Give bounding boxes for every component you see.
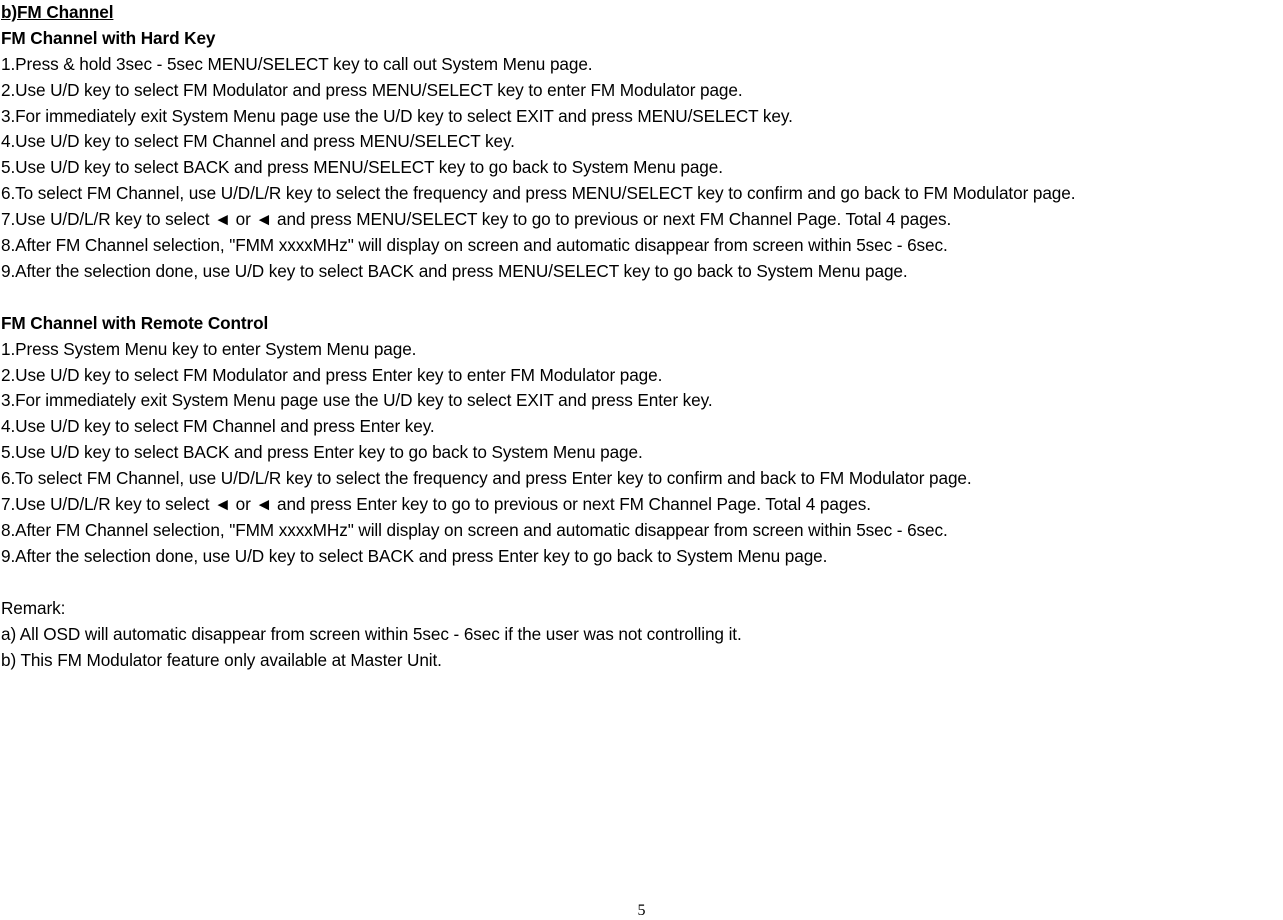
step-text: After FM Channel selection, "FMM xxxxMHz" will display on screen and automatic disappear from screen within 5sec - 6sec. bbox=[15, 235, 948, 256]
step-number: 8. bbox=[1, 519, 16, 540]
step-number: 6. bbox=[1, 468, 16, 489]
remote-step bbox=[1, 518, 1281, 544]
hard-key-step bbox=[1, 181, 1281, 207]
step-text: Use U/D key to select BACK and press MENU/SELECT key to go back to System Menu page. bbox=[15, 157, 723, 178]
step-number: 2. bbox=[1, 364, 16, 385]
step-text: Use U/D/L/R key to select ◄ or ◄ and press MENU/SELECT key to go to previous or next FM Channel Page. Total 4 pages. bbox=[15, 209, 952, 230]
remote-step bbox=[1, 440, 1281, 466]
step-text: Press & hold 3sec - 5sec MENU/SELECT key to call out System Menu page. bbox=[15, 53, 593, 74]
step-number: 7. bbox=[1, 209, 16, 230]
hard-key-step bbox=[1, 78, 1281, 104]
hard-key-step bbox=[1, 52, 1281, 78]
page-number: 5 bbox=[637, 902, 646, 919]
document-body bbox=[1, 0, 1281, 673]
remote-step bbox=[1, 388, 1281, 414]
section-title: b)FM Channel bbox=[1, 2, 114, 22]
hard-key-step bbox=[1, 155, 1281, 181]
step-text: To select FM Channel, use U/D/L/R key to select the frequency and press MENU/SELECT key to confirm and go back to FM Modulator page. bbox=[15, 183, 1076, 204]
remote-step bbox=[1, 492, 1281, 518]
step-text: Use U/D/L/R key to select ◄ or ◄ and press Enter key to go to previous or next FM Channel Page. Total 4 pages. bbox=[15, 494, 871, 515]
step-text: After the selection done, use U/D key to select BACK and press Enter key to go back to System Menu page. bbox=[15, 545, 828, 566]
step-text: Use U/D key to select FM Modulator and press Enter key to enter FM Modulator page. bbox=[15, 364, 663, 385]
step-number: 4. bbox=[1, 131, 16, 152]
step-number: 2. bbox=[1, 79, 16, 100]
remote-step bbox=[1, 337, 1281, 363]
step-text: Use U/D key to select FM Channel and press MENU/SELECT key. bbox=[15, 131, 515, 152]
step-number: 4. bbox=[1, 416, 16, 437]
step-number: 9. bbox=[1, 545, 16, 566]
remote-step bbox=[1, 466, 1281, 492]
step-number: 8. bbox=[1, 235, 16, 256]
hard-key-step bbox=[1, 129, 1281, 155]
remote-step bbox=[1, 414, 1281, 440]
hard-key-heading: FM Channel with Hard Key bbox=[1, 27, 216, 48]
step-text: Press System Menu key to enter System Menu page. bbox=[15, 338, 417, 359]
hard-key-step bbox=[1, 259, 1281, 285]
step-number: 1. bbox=[1, 53, 16, 74]
hard-key-step bbox=[1, 207, 1281, 233]
hard-key-step bbox=[1, 104, 1281, 130]
step-text: Use U/D key to select FM Modulator and press MENU/SELECT key to enter FM Modulator page. bbox=[15, 79, 743, 100]
step-text: For immediately exit System Menu page use the U/D key to select EXIT and press MENU/SELECT key. bbox=[15, 105, 793, 126]
step-text: After the selection done, use U/D key to select BACK and press MENU/SELECT key to go back to System Menu page. bbox=[15, 260, 908, 281]
remote-step bbox=[1, 363, 1281, 389]
remark-item: a) All OSD will automatic disappear from screen within 5sec - 6sec if the user was not controlling it. bbox=[1, 623, 742, 644]
step-number: 5. bbox=[1, 442, 16, 463]
step-text: For immediately exit System Menu page use the U/D key to select EXIT and press Enter key. bbox=[15, 390, 713, 411]
section-gap bbox=[1, 285, 1281, 311]
hard-key-step bbox=[1, 233, 1281, 259]
remote-heading: FM Channel with Remote Control bbox=[1, 312, 269, 333]
step-text: To select FM Channel, use U/D/L/R key to select the frequency and press Enter key to confirm and back to FM Modulator page. bbox=[15, 468, 972, 489]
step-text: Use U/D key to select BACK and press Enter key to go back to System Menu page. bbox=[15, 442, 643, 463]
remark-item: b) This FM Modulator feature only available at Master Unit. bbox=[1, 649, 442, 670]
section-gap bbox=[1, 570, 1281, 596]
step-text: Use U/D key to select FM Channel and press Enter key. bbox=[15, 416, 435, 437]
step-number: 7. bbox=[1, 494, 16, 515]
step-number: 5. bbox=[1, 157, 16, 178]
step-number: 3. bbox=[1, 105, 16, 126]
remote-step bbox=[1, 544, 1281, 570]
remark-heading: Remark: bbox=[1, 597, 66, 618]
step-number: 3. bbox=[1, 390, 16, 411]
step-number: 6. bbox=[1, 183, 16, 204]
step-number: 9. bbox=[1, 260, 16, 281]
step-text: After FM Channel selection, "FMM xxxxMHz" will display on screen and automatic disappear from screen within 5sec - 6sec. bbox=[15, 519, 948, 540]
step-number: 1. bbox=[1, 338, 16, 359]
